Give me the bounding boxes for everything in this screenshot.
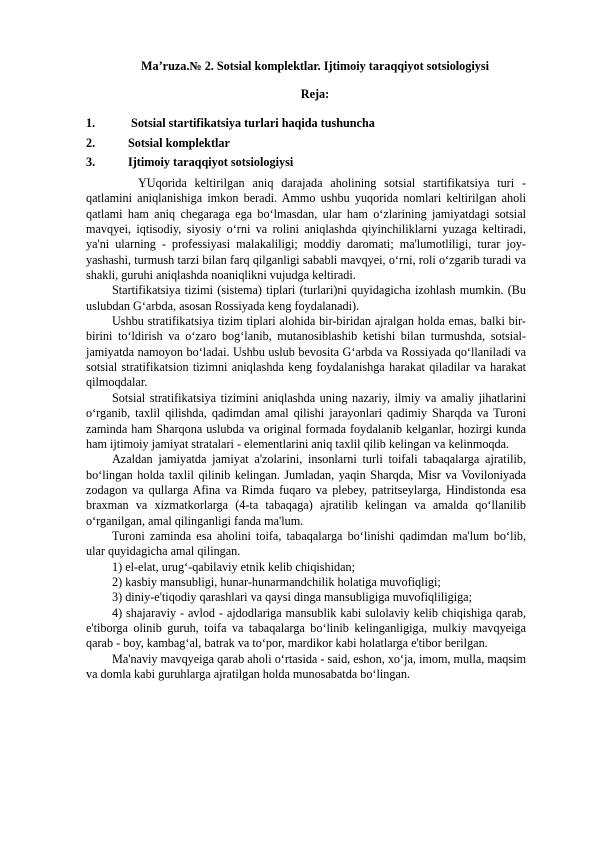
plan-item-text: Ijtimoiy taraqqiyot sotsiologiysi [128,155,294,169]
plan-item-number: 2. [86,135,96,150]
plan-item [86,134,526,154]
list-item: 2) kasbiy mansubligi, hunar-hunarmandchilik holatiga muvofiqligi; [112,574,441,589]
list-item: 1) el-elat, urug‘-qabilaviy etnik kelib chiqishidan; [112,559,356,574]
paragraph: Ushbu stratifikatsiya tizim tiplari alohida bir-biridan ajralgan holda emas, balki bir-birini to‘ldirish va o‘zaro bog‘lanib, mutanosiblashib ketishi bilan turmushda, sotsial-jamiyatda namoyon bo‘ladai. Ushbu uslub bevosita G‘arbda va Rossiyada qo‘llaniladi va sotsial stratifikatsion tizimni aniqlashda keng foydalanishga harakat qiladilar va harakat qilmoqdalar. [86,314,526,390]
plan-item-text: Sotsial komplektlar [128,135,230,150]
lecture-body [86,176,526,682]
plan-item [86,153,526,173]
paragraph: Ma'naviy mavqyeiga qarab aholi o‘rtasida - said, eshon, xo‘ja, imom, mulla, maqsim va domla kabi guruhlarga ajratilgan holda munosabatda bo‘lingan. [86,651,526,681]
paragraph: Azaldan jamiyatda jamiyat a'zolarini, insonlarni turli toifali tabaqalarga ajratilib, bo‘lingan holda taxlil qilinib kelingan. Jumladan, yaqin Sharqda, Misr va Voviloniyada zodagon va qullarga Afina va Rimda fuqaro va plebey, patritseylarga, Hindistonda esa braxman va xizmatkorlarga (4-ta tabaqaga) ajratilib kelingan va amalda qo‘llanilib o‘rganilgan, amal qilinganligi fanda ma'lum. [86,452,526,528]
paragraph: Sotsial stratifikatsiya tizimini aniqlashda uning nazariy, ilmiy va amaliy jihatlarini o‘rganib, taxlil qilishda, qadimdan amal qilishi jarayonlari qadimiy Sharqda va Turoni zaminda ham Sharqona uslubda va original formada foydalanib kelganlar, hozirgi kunda ham ijtimoiy jamiyat stratalari - elementlarini aniq taxlil qilib kelingan va kelinmoqda. [86,390,526,451]
paragraph: Startifikatsiya tizimi (sistema) tiplari (turlari)ni quyidagicha izohlash mumkin. (Bu uslubdan G‘arbda, asosan Rossiyada keng foydalanadi). [86,283,526,313]
list-item: 3) diniy-e'tiqodiy qarashlari va qaysi dinga mansubligiga muvofiqliligiga; [112,590,472,605]
plan-list [86,114,526,173]
plan-item [86,114,526,134]
plan-item-number: 1. [86,116,96,130]
lecture-title: Ma’ruza.№ 2. Sotsial komplektlar. Ijtimoiy taraqqiyot sotsiologiysi [141,59,489,73]
paragraph: Turoni zaminda esa aholini toifa, tabaqalarga bo‘linishi qadimdan ma'lum bo‘lib, ular quyidagicha amal qilingan. [86,528,526,559]
plan-heading: Reja: [300,87,330,101]
paragraph: YUqorida keltirilgan aniq darajada aholining sotsial startifikatsiya turi - qatlamini aniqlanishiga imkon beradi. Ammo ushbu yuqorida nomlari keltirilgan aholi qatlami ham aniq chegaraga ega bo‘lmasdan, ular ham o‘zlarining jamiyatdagi sotsial mavqyei, iqtisodiy, siyosiy o‘rni va rolini aniqlashda qiyinchiliklarni yuzaga keltiradi, ya'ni ularning - professiyasi malakaliligi; moddiy daromati; ma'lumotliligi, turar joy-yashashi, turmush tarzi bilan farq qilganligi sababli mavqyei, o‘rni, roli o‘zgarib turadi va shakli, guruhi aniqlashda noaniqlikni vujudga keltiradi. [86,176,526,283]
plan-item-number: 3. [86,155,96,169]
list-item: 4) shajaraviy - avlod - ajdodlariga mansublik kabi sulolaviy kelib chiqishiga qarab, e'tiborga olinib guruh, toifa va tabaqalarga bo‘linib kelinganligiga, mulkiy mavqyeiga qarab - boy, kambag‘al, batrak va to‘por, mardikor kabi holatlarga e'tibor berilgan. [86,605,526,651]
plan-item-text: Sotsial startifikatsiya turlari haqida tushuncha [128,116,375,130]
